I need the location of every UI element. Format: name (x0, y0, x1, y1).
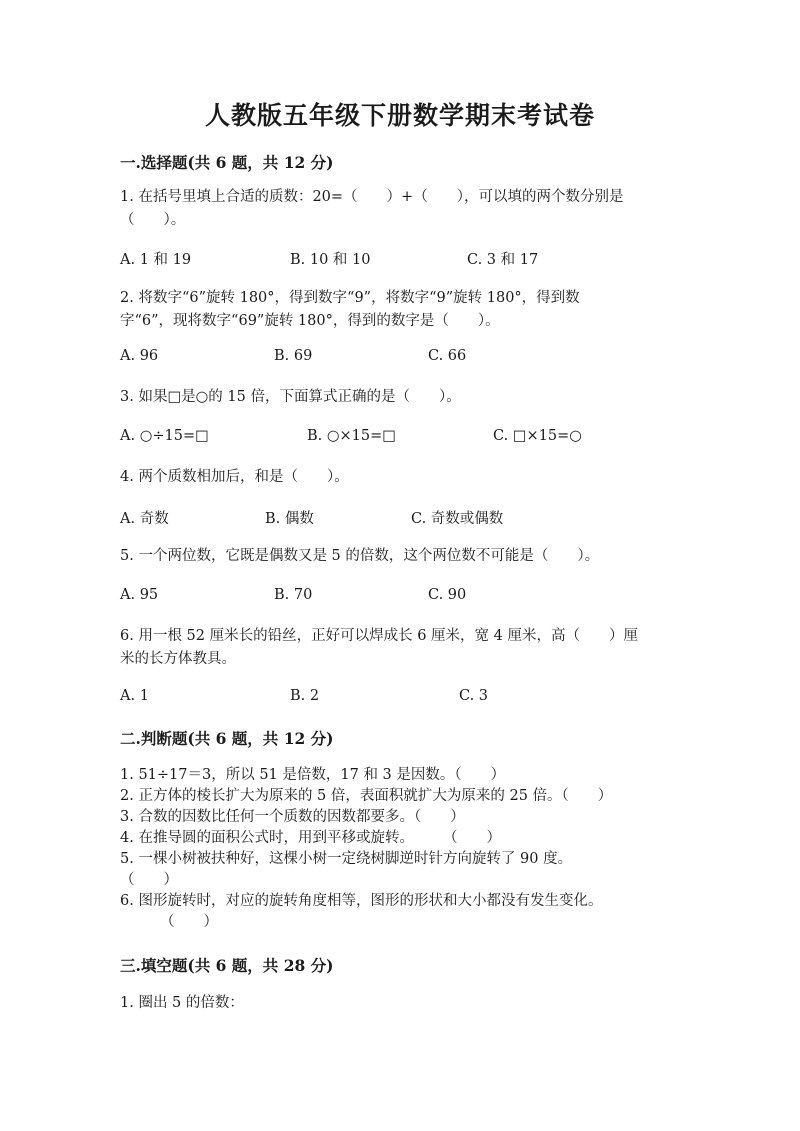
question-2-line-2: 字“6”，现将数字“69”旋转 180°，得到的数字是（ ）。 (120, 313, 500, 329)
judgment-line-1: 1. 51÷17＝3，所以 51 是倍数，17 和 3 是因数。（ ） (120, 767, 506, 783)
judgment-line-5: 5. 一棵小树被扶种好，这棵小树一定绕树脚逆时针方向旋转了 90 度。 (120, 851, 573, 867)
question-6-option-c: C. 3 (459, 688, 489, 704)
question-1-line-1: 1. 在括号里填上合适的质数：20=（ ）+（ ），可以填的两个数分别是 (120, 189, 624, 205)
question-3-option-b: B. ○×15=□ (307, 428, 396, 444)
page-title: 人教版五年级下册数学期末考试卷 (204, 101, 595, 130)
question-1-option-b: B. 10 和 10 (290, 252, 371, 268)
question-1-line-2: （ ）。 (120, 212, 186, 228)
question-2-option-c: C. 66 (428, 348, 467, 364)
judgment-line-7: 6. 图形旋转时，对应的旋转角度相等，图形的形状和大小都没有发生变化。 (120, 893, 603, 909)
section-heading-fill-blank: 三.填空题(共 6 题，共 28 分) (120, 956, 334, 975)
judgment-line-6: （ ） (120, 872, 178, 888)
question-2-option-b: B. 69 (274, 348, 313, 364)
question-5-option-c: C. 90 (428, 587, 467, 603)
judgment-line-3: 3. 合数的因数比任何一个质数的因数都要多。（ ） (120, 809, 465, 825)
question-3-option-c: C. □×15=○ (493, 428, 582, 444)
question-5-option-b: B. 70 (274, 587, 313, 603)
question-4-line-1: 4. 两个质数相加后，和是（ ）。 (120, 469, 349, 485)
section-heading-judgment: 二.判断题(共 6 题，共 12 分) (120, 729, 334, 748)
question-4-option-c: C. 奇数或偶数 (411, 511, 504, 527)
question-6-line-2: 米的长方体教具。 (120, 651, 236, 667)
question-6-line-1: 6. 用一根 52 厘米长的铅丝，正好可以焊成长 6 厘米，宽 4 厘米，高（ ）厘 (120, 628, 638, 644)
question-6-option-a: A. 1 (120, 688, 149, 704)
question-2-line-1: 2. 将数字“6”旋转 180°，得到数字“9”，将数字“9”旋转 180°，得到数 (120, 290, 580, 306)
question-3-line-1: 3. 如果□是○的 15 倍，下面算式正确的是（ ）。 (120, 389, 461, 405)
question-5-line-1: 5. 一个两位数，它既是偶数又是 5 的倍数，这个两位数不可能是（ ）。 (120, 548, 600, 564)
question-1-option-c: C. 3 和 17 (467, 252, 539, 268)
question-4-option-b: B. 偶数 (265, 511, 314, 527)
question-2-option-a: A. 96 (120, 348, 159, 364)
question-5-option-a: A. 95 (120, 587, 159, 603)
judgment-line-8: （ ） (160, 914, 218, 930)
fill-blank-line-1: 1. 圈出 5 的倍数： (120, 995, 244, 1011)
judgment-line-2: 2. 正方体的棱长扩大为原来的 5 倍，表面积就扩大为原来的 25 倍。（ ） (120, 788, 613, 804)
question-1-option-a: A. 1 和 19 (120, 252, 192, 268)
judgment-line-4: 4. 在推导圆的面积公式时，用到平移或旋转。 （ ） (120, 830, 501, 846)
question-3-option-a: A. ○÷15=□ (120, 428, 209, 444)
question-4-option-a: A. 奇数 (120, 511, 169, 527)
section-heading-choice: 一.选择题(共 6 题，共 12 分) (120, 153, 334, 172)
question-6-option-b: B. 2 (290, 688, 320, 704)
